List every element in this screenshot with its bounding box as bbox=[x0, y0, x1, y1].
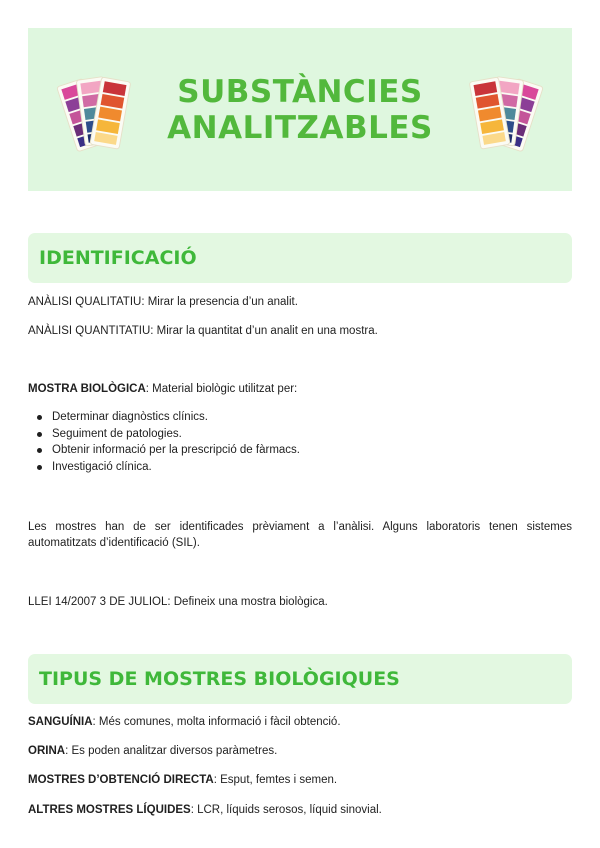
sample-type-text: : Més comunes, molta informació i fàcil obtenció. bbox=[92, 716, 341, 728]
section-heading-text: TIPUS DE MOSTRES BIOLÒGIQUES bbox=[39, 668, 400, 690]
sample-type-item bbox=[28, 714, 572, 730]
section-heading-text: IDENTIFICACIÓ bbox=[39, 247, 197, 269]
color-swatch-icon bbox=[53, 64, 145, 156]
section-heading-identificacio bbox=[28, 233, 572, 283]
llei-text: LLEI 14/2007 3 DE JULIOL: Defineix una mostra biològica. bbox=[28, 596, 328, 608]
sample-type-label: ALTRES MOSTRES LÍQUIDES bbox=[28, 804, 191, 816]
color-swatch-icon bbox=[455, 64, 547, 156]
sample-type-label: SANGUÍNIA bbox=[28, 716, 93, 728]
quantitatiu-text: ANÀLISI QUANTITATIU: Mirar la quantitat d’un analit en una mostra. bbox=[28, 325, 378, 337]
page-title bbox=[167, 74, 433, 146]
uses-list bbox=[28, 409, 300, 475]
sample-type-text: : Esput, femtes i semen. bbox=[213, 774, 338, 786]
sample-type-text: : Es poden analitzar diversos paràmetres. bbox=[65, 745, 278, 757]
mostra-biologica-definition bbox=[28, 381, 572, 397]
list-item: Investigació clínica. bbox=[28, 459, 300, 476]
sample-type-item bbox=[28, 802, 572, 818]
title-line-2: ANALITZABLES bbox=[167, 109, 433, 146]
list-item: Determinar diagnòstics clínics. bbox=[28, 409, 300, 426]
mostra-biologica-text: : Material biològic utilitzat per: bbox=[145, 383, 298, 395]
identification-paragraph: Les mostres han de ser identificades prèviament a l’anàlisi. Alguns laboratoris tenen sistemes automatitzats d’identificació (SIL). bbox=[28, 521, 572, 549]
title-banner bbox=[28, 28, 572, 191]
list-item: Seguiment de patologies. bbox=[28, 426, 300, 443]
sample-type-label: ORINA bbox=[28, 745, 66, 757]
qualitatiu-text: ANÀLISI QUALITATIU: Mirar la presencia d’un analit. bbox=[28, 296, 298, 308]
mostra-biologica-label: MOSTRA BIOLÒGICA bbox=[28, 383, 146, 395]
sample-type-text: : LCR, líquids serosos, líquid sinovial. bbox=[190, 804, 382, 816]
title-line-1: SUBSTÀNCIES bbox=[177, 73, 423, 110]
sample-type-label: MOSTRES D’OBTENCIÓ DIRECTA bbox=[28, 774, 214, 786]
list-item: Obtenir informació per la prescripció de fàrmacs. bbox=[28, 442, 300, 459]
section-heading-tipus bbox=[28, 654, 572, 704]
sample-type-item bbox=[28, 772, 572, 788]
sample-type-item bbox=[28, 743, 572, 759]
